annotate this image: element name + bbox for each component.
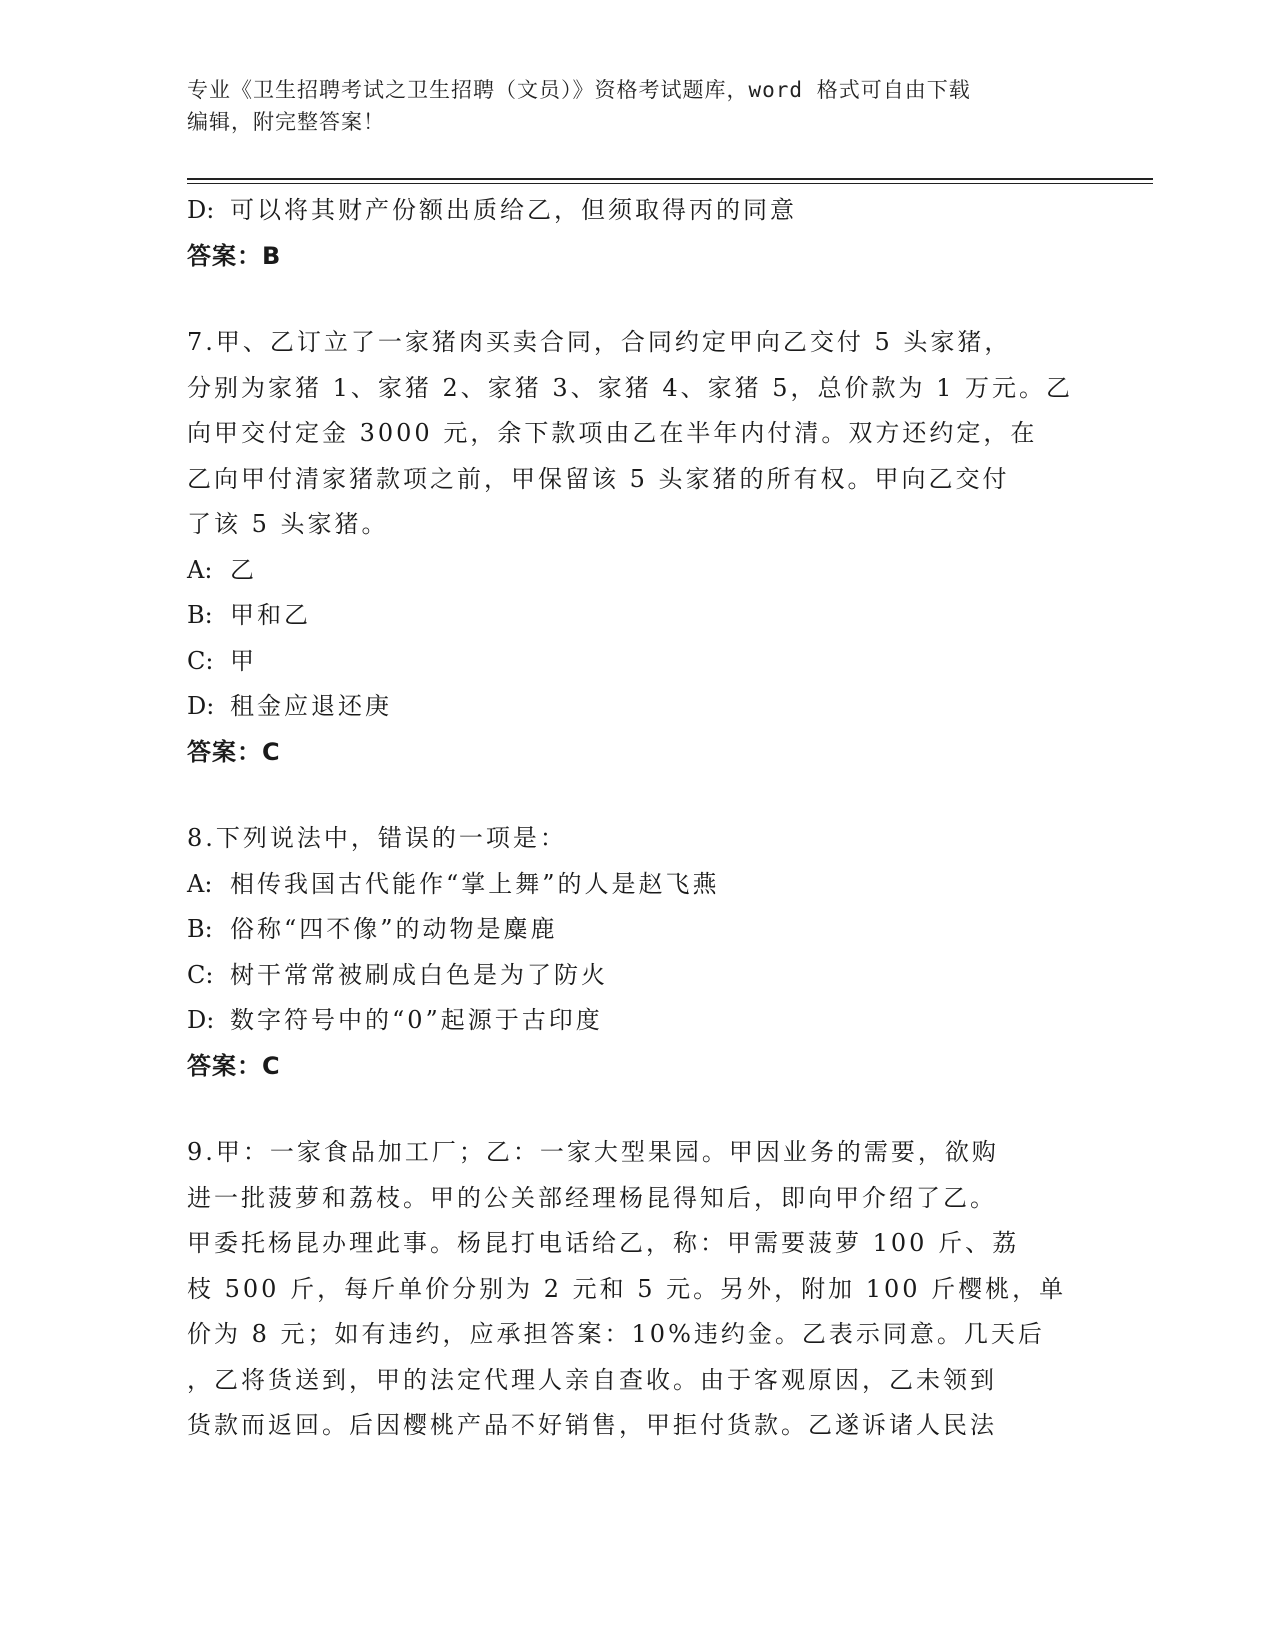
option-label: C: [187,646,214,675]
option-label: D: [187,196,215,224]
q9-stem-line: 价为 8 元；如有违约，应承担答案：10%违约金。乙表示同意。几天后 [187,1320,1045,1348]
q7-stem-line: 向甲交付定金 3000 元，余下款项由乙在半年内付清。双方还约定，在 [187,419,1038,447]
option-text: 可以将其财产份额出质给乙，但须取得丙的同意 [230,196,797,224]
header-line-1: 专业《卫生招聘考试之卫生招聘（文员）》资格考试题库，word 格式可自由下载 [187,78,971,102]
q8-stem: 8.下列说法中，错误的一项是： [187,824,567,852]
header-divider-thick [187,178,1153,180]
q8-option-a [187,862,1087,908]
q7-stem-line: 分别为家猪 1、家猪 2、家猪 3、家猪 4、家猪 5，总价款为 1 万元。乙 [187,373,1074,402]
spacer [187,775,1087,816]
option-text: 数字符号中的“0”起源于古印度 [230,1006,603,1034]
q8-answer: 答案：C [187,1051,281,1080]
q7-stem-line: 7.甲、乙订立了一家猪肉买卖合同，合同约定甲向乙交付 5 头家猪， [187,328,1012,356]
option-label: A: [187,555,213,584]
q8-option-c [187,953,1087,999]
question-8 [187,816,1087,1089]
q8-option-b [187,907,1087,953]
document-header [187,74,1067,138]
q6-option-d [187,188,1087,234]
option-label: B: [187,915,213,943]
q9-stem-line: 甲委托杨昆办理此事。杨昆打电话给乙，称：甲需要菠萝 100 斤、荔 [187,1229,1020,1257]
option-label: D: [187,692,215,720]
q7-option-b [187,593,1087,639]
q8-option-d [187,998,1087,1044]
q7-answer: 答案：C [187,737,281,766]
option-text: 乙 [230,555,257,584]
spacer [187,279,1087,320]
q7-option-d [187,684,1087,730]
option-text: 相传我国古代能作“掌上舞”的人是赵飞燕 [230,869,720,898]
question-9 [187,1130,1087,1449]
q9-stem-line: 进一批菠萝和荔枝。甲的公关部经理杨昆得知后，即向甲介绍了乙。 [187,1183,997,1212]
q9-stem-line: ，乙将货送到，甲的法定代理人亲自查收。由于客观原因，乙未领到 [187,1365,997,1394]
option-text: 俗称“四不像”的动物是麋鹿 [230,915,558,943]
option-label: A: [187,869,213,898]
q7-stem-line: 乙向甲付清家猪款项之前，甲保留该 5 头家猪的所有权。甲向乙交付 [187,464,1010,493]
option-label: B: [187,601,213,629]
q7-stem-line: 了该 5 头家猪。 [187,510,389,538]
header-line-2: 编辑，附完整答案！ [187,110,385,134]
q7-option-c [187,639,1087,685]
option-label: C: [187,960,214,989]
option-label: D: [187,1006,215,1034]
question-7 [187,320,1087,775]
option-text: 租金应退还庚 [230,692,392,720]
q6-answer: 答案：B [187,241,282,270]
spacer [187,1089,1087,1130]
question-content [187,188,1087,1449]
header-divider-thin [187,183,1153,184]
option-text: 甲 [230,646,257,675]
q7-option-a [187,548,1087,594]
q9-stem-line: 货款而返回。后因樱桃产品不好销售，甲拒付货款。乙遂诉诸人民法 [187,1411,997,1439]
option-text: 树干常常被刷成白色是为了防火 [230,960,608,989]
option-text: 甲和乙 [230,601,311,629]
q9-stem-line: 枝 500 斤，每斤单价分别为 2 元和 5 元。另外，附加 100 斤樱桃，单 [187,1274,1067,1303]
q9-stem-line: 9.甲：一家食品加工厂；乙：一家大型果园。甲因业务的需要，欲购 [187,1138,999,1166]
